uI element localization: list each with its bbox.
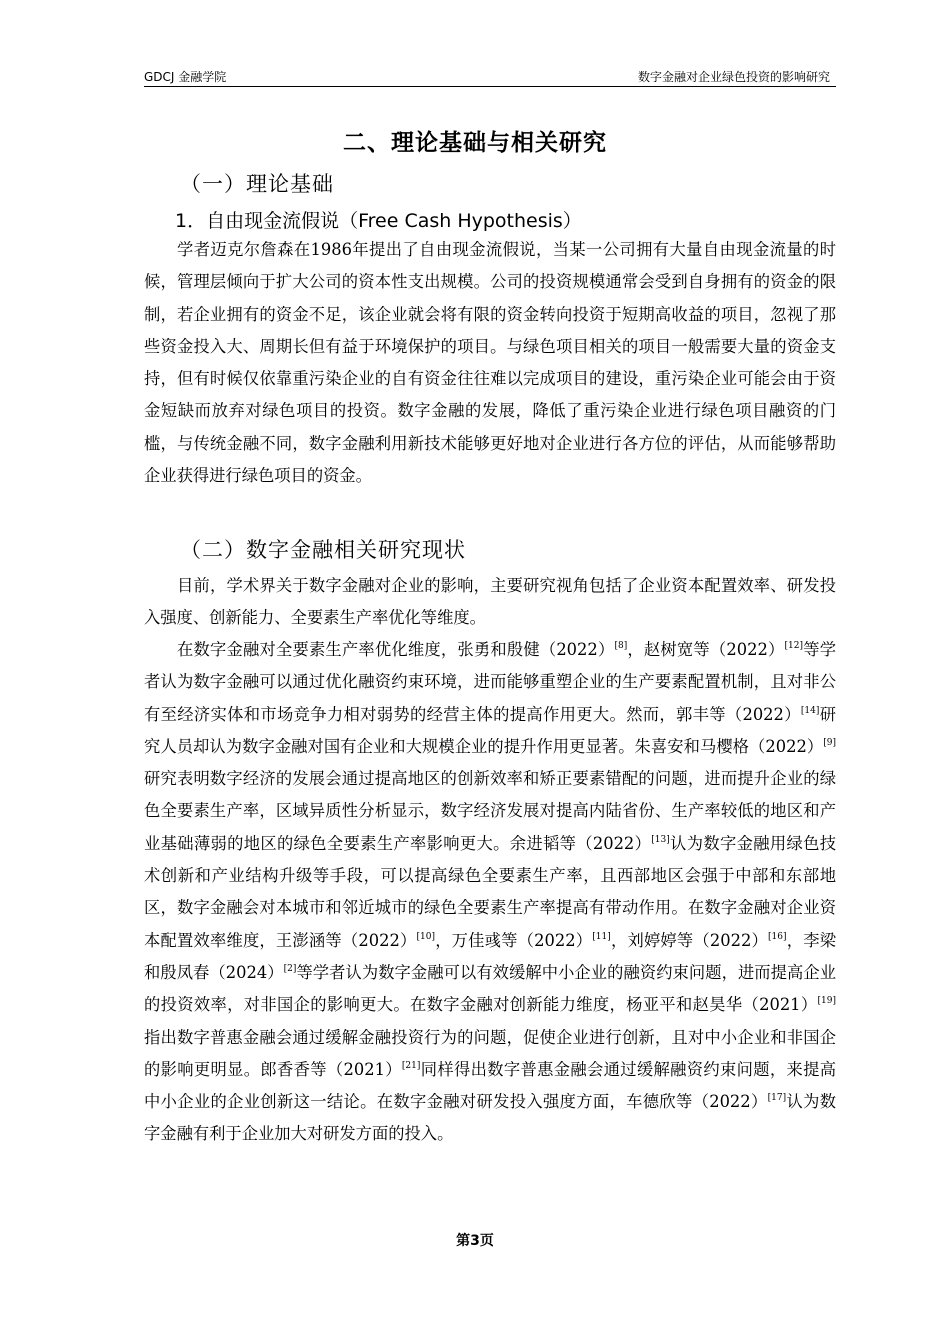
text-run: 指出数字普惠金融会通过缓解金融投资行为的问题，促使企业进行创新，且对中小企业和非国企的影响更明显。郎香香等（2021）: [144, 1027, 836, 1079]
header-institution: GDCJ 金融学院: [144, 70, 227, 84]
section-heading-research-status: （二）数字金融相关研究现状: [180, 538, 466, 562]
header-paper-title: 数字金融对企业绿色投资的影响研究: [637, 70, 830, 84]
citation: [9]: [823, 737, 836, 748]
citation: [17]: [767, 1093, 787, 1104]
paragraph-literature-review: [144, 634, 836, 1151]
text-run: ，刘婷婷等（2022）: [610, 930, 769, 950]
text-run: ，万佳彧等（2022）: [434, 930, 593, 950]
citation: [16]: [768, 931, 787, 942]
text-run: 认为数字金融用绿色技术创新和产业结构升级等手段，可以提高绿色全要素生产率，且西部地区会强于中部和东部地区，数字金融会对本城市和邻近城市的绿色全要素生产率提高有带动作用。在数字金融对企业资本配置效率维度，王澎涵等（2022）: [144, 833, 836, 950]
citation: [12]: [784, 641, 804, 651]
text-run: 研究表明数字经济的发展会通过提高地区的创新效率和矫正要素错配的问题，进而提升企业的绿色全要素生产率，区域异质性分析显示，数字经济发展对提高内陆省份、生产率较低的地区和产业基础薄弱的地区的绿色全要素生产率影响更大。余进韬等（2022）: [144, 769, 836, 853]
citation: [10]: [416, 931, 435, 942]
text-run: ，李梁和殷凤春（2024）: [144, 930, 836, 982]
text-run: 研究人员却认为数字金融对国有企业和大规模企业的提升作用更显著。朱喜安和马樱格（2022）: [144, 704, 836, 756]
citation: [2]: [283, 963, 297, 974]
citation: [21]: [401, 1060, 421, 1071]
citation: [14]: [800, 705, 820, 716]
text-run: 在数字金融对全要素生产率优化维度，张勇和殷健（2022）: [177, 640, 615, 659]
citation: [8]: [614, 641, 628, 651]
text-run: 认为数字金融有利于企业加大对研发方面的投入。: [144, 1092, 836, 1144]
text-run: ，赵树宽等（2022）: [627, 640, 785, 659]
paragraph-research-intro: 目前，学术界关于数字金融对企业的影响，主要研究视角包括了企业资本配置效率、研发投入强度、创新能力、全要素生产率优化等维度。: [144, 576, 836, 628]
chapter-title: 二、理论基础与相关研究: [343, 130, 607, 156]
citation: [13]: [651, 834, 670, 845]
page-header: [144, 66, 836, 87]
citation: [11]: [592, 931, 611, 942]
text-run: 同样得出数字普惠金融会通过缓解融资约束问题，来提高中小企业的企业创新这一结论。在数字金融对研发投入强度方面，车德欣等（2022）: [144, 1059, 836, 1112]
text-run: 等学者认为数字金融可以通过优化融资约束环境，进而能够重塑企业的生产要素配置机制，且对非公有至经济实体和市场竞争力相对弱势的经营主体的提高作用更大。然而，郭丰等（2022）: [144, 640, 837, 724]
page-number: 第3页: [456, 1233, 494, 1249]
text-run: 等学者认为数字金融可以有效缓解中小企业的融资约束问题，进而提高企业的投资效率，对非国企的影响更大。在数字金融对创新能力维度，杨亚平和赵昊华（2021）: [144, 962, 836, 1015]
paragraph-free-cash-hypothesis: 学者迈克尔詹森在1986年提出了自由现金流假说，当某一公司拥有大量自由现金流量的时候，管理层倾向于扩大公司的资本性支出规模。公司的投资规模通常会受到自身拥有的资金的限制，若企业拥有的资金不足，该企业就会将有限的资金转向投资于短期高收益的项目，忽视了那些资金投入大、周期长但有益于环境保护的项目。与绿色项目相关的项目一般需要大量的资金支持，但有时候仅依靠重污染企业的自有资金往往难以完成项目的建设，重污染企业可能会由于资金短缺而放弃对绿色项目的投资。数字金融的发展，降低了重污染企业进行绿色项目融资的门槛，与传统金融不同，数字金融利用新技术能够更好地对企业进行各方位的评估，从而能够帮助企业获得进行绿色项目的资金。: [144, 240, 836, 486]
citation: [19]: [817, 996, 836, 1007]
section-heading-theory: （一）理论基础: [180, 172, 334, 196]
subsection-heading-free-cash: 1．自由现金流假说（Free Cash Hypothesis）: [175, 210, 582, 232]
